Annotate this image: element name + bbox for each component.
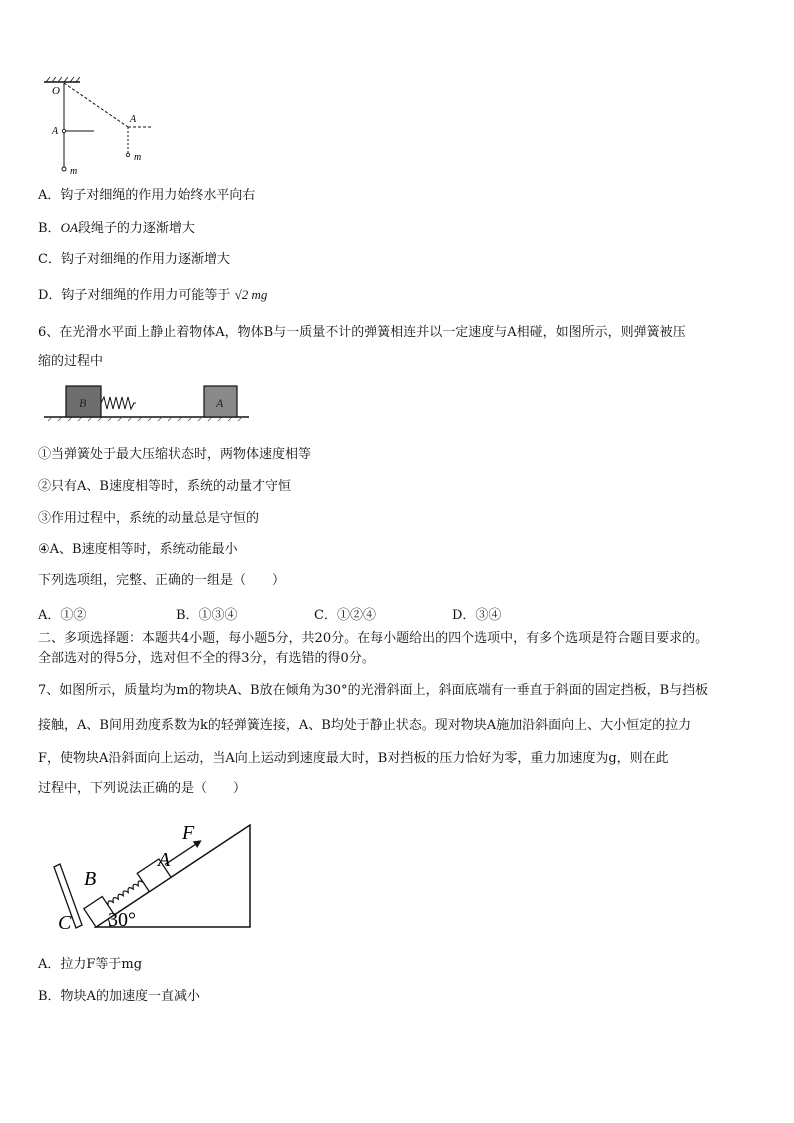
block-a-label: A <box>216 396 224 410</box>
q6-option-d: D．③④ <box>452 608 502 623</box>
q7-option-b: B．物块A的加速度一直减小 <box>38 989 200 1004</box>
label-O: O <box>52 85 60 97</box>
section2-line1: 二、多项选择题：本题共4小题，每小题5分，共20分。在每小题给出的四个选项中，有多个选项是符合题目要求的。 <box>38 631 709 646</box>
q6-option-c: C．①②④ <box>314 608 376 623</box>
q5-option-d <box>38 286 267 305</box>
section2-line2: 全部选对的得5分，选对但不全的得3分，有选错的得0分。 <box>38 651 375 666</box>
pendulum-figure <box>40 76 170 176</box>
label-A: A <box>158 849 171 871</box>
spring-blocks-figure <box>44 383 254 423</box>
label-m-left: m <box>70 166 78 177</box>
q5-option-b-italic: OA <box>60 220 78 235</box>
q6-option-a: A．①② <box>38 608 87 623</box>
block-b-label: B <box>79 396 87 410</box>
incline-figure <box>50 815 260 935</box>
q6-stem-line1: 6、在光滑水平面上静止着物体A，物体B与一质量不计的弹簧相连并以一定速度与A相碰，如图所示，则弹簧被压 <box>38 325 686 340</box>
q6-option-b: B．①③④ <box>176 608 238 623</box>
q7-line1: 7、如图所示，质量均为m的物块A、B放在倾角为30°的光滑斜面上，斜面底端有一垂直于斜面的固定挡板，B与挡板 <box>38 683 709 698</box>
q5-option-d-text: D．钩子对细绳的作用力可能等于 <box>38 288 231 303</box>
q7-option-a: A．拉力F等于mg <box>38 957 143 972</box>
q5-option-a: A．钩子对细绳的作用力始终水平向右 <box>38 188 256 203</box>
q5-option-d-formula: √2 mg <box>234 287 268 302</box>
label-C: C <box>58 912 72 934</box>
q5-option-b-rest: 段绳子的力逐渐增大 <box>77 221 195 236</box>
q7-line3: F，使物块A沿斜面向上运动，当A向上运动到速度最大时，B对挡板的压力恰好为零，重力加速度为g，则在此 <box>38 751 669 766</box>
label-A-left: A <box>52 126 59 137</box>
label-angle: 30° <box>108 909 136 931</box>
q6-statement-3: ③作用过程中，系统的动量总是守恒的 <box>38 511 260 526</box>
q5-option-b-letter: B． <box>38 221 61 236</box>
label-m-right: m <box>134 152 142 163</box>
q7-line4: 过程中，下列说法正确的是（ ） <box>38 781 247 796</box>
q7-line2: 接触，A、B间用劲度系数为k的轻弹簧连接，A、B均处于静止状态。现对物块A施加沿斜面向上、大小恒定的拉力 <box>38 718 692 733</box>
label-A-right: A <box>130 114 137 125</box>
q5-option-c: C．钩子对细绳的作用力逐渐增大 <box>38 252 230 267</box>
q6-prompt: 下列选项组，完整、正确的一组是（ ） <box>38 573 286 588</box>
q6-stem-line2: 缩的过程中 <box>38 354 104 369</box>
label-F: F <box>182 822 195 844</box>
q6-statement-2: ②只有A、B速度相等时，系统的动量才守恒 <box>38 479 291 494</box>
q6-statement-1: ①当弹簧处于最大压缩状态时，两物体速度相等 <box>38 447 312 462</box>
q5-option-b <box>38 219 195 238</box>
label-B: B <box>84 868 97 890</box>
q6-statement-4: ④A、B速度相等时，系统动能最小 <box>38 542 238 557</box>
